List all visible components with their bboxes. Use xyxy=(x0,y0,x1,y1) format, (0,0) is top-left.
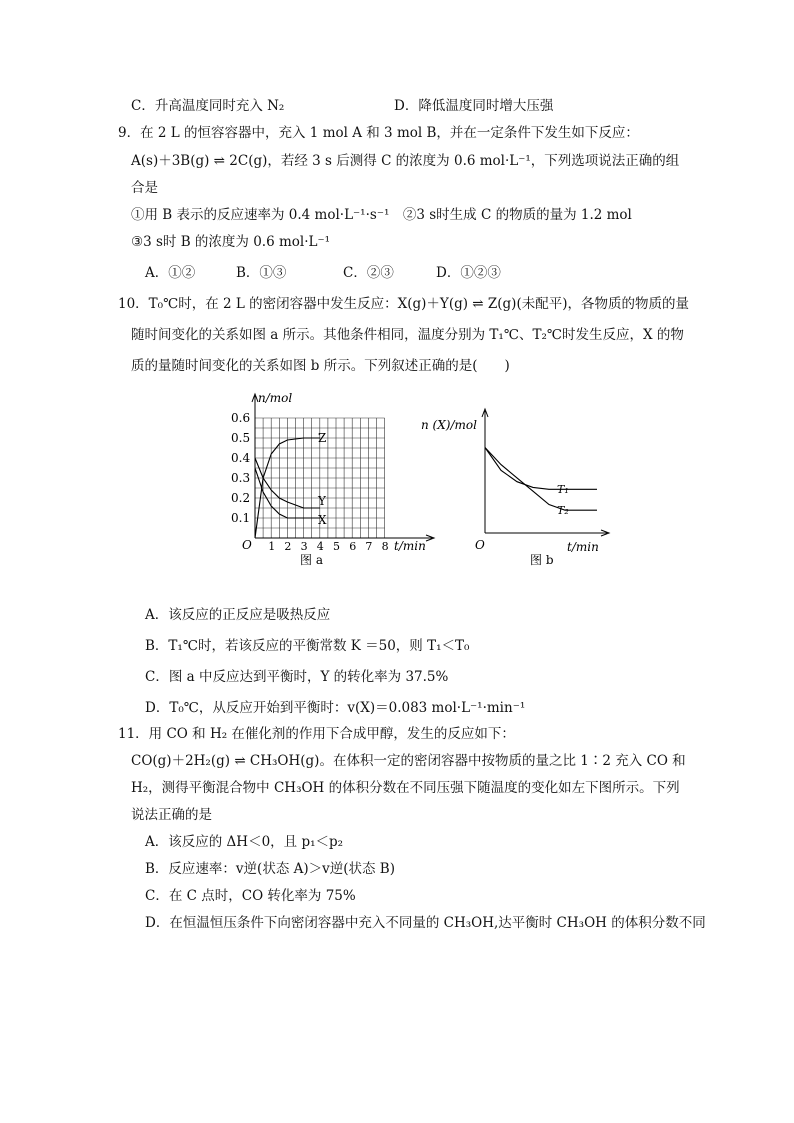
x-tick-label: 2 xyxy=(284,540,292,553)
q10-option-d: D．T₀℃，从反应开始到平衡时：v(X)＝0.083 mol·L⁻¹·min⁻¹ xyxy=(145,700,526,716)
figure-a-x-ticks xyxy=(268,540,388,553)
y-tick-label: 0.5 xyxy=(231,431,251,445)
q10-option-a: A．该反应的正反应是吸热反应 xyxy=(145,607,331,623)
x-tick-label: 5 xyxy=(333,540,340,553)
y-tick-label: 0.1 xyxy=(231,511,251,525)
q10-line-2: 随时间变化的关系如图 a 所示。其他条件相同，温度分别为 T₁℃、T₂℃时发生反应，X 的物 xyxy=(131,327,684,343)
q10-line-1: 10．T₀℃时，在 2 L 的密闭容器中发生反应：X(g)＋Y(g) ⇌ Z(g)(未配平)，各物质的物质的量 xyxy=(118,296,689,312)
y-tick-label: 0.4 xyxy=(231,451,251,465)
figure-b-y-axis-label: n (X)/mol xyxy=(421,418,477,432)
figure-b-axes xyxy=(482,409,609,536)
q10-option-c: C．图 a 中反应达到平衡时，Y 的转化率为 37.5% xyxy=(145,669,449,685)
q11-line-1: 11．用 CO 和 H₂ 在催化剂的作用下合成甲醇，发生的反应如下： xyxy=(118,726,515,742)
q11-line-2: CO(g)＋2H₂(g) ⇌ CH₃OH(g)。在体积一定的密闭容器中按物质的量之比 1∶2 充入 CO 和 xyxy=(131,753,686,769)
figure-a-caption: 图 a xyxy=(300,553,323,567)
figure-b-x-axis-label: t/min xyxy=(567,540,599,554)
x-tick-label: 8 xyxy=(381,540,389,553)
q9-line-1: 9．在 2 L 的恒容容器中，充入 1 mol A 和 3 mol B，并在一定条件下发生如下反应： xyxy=(118,125,639,141)
x-tick-label: 4 xyxy=(316,540,324,553)
figure-b-caption: 图 b xyxy=(530,553,554,567)
figure-a-x-axis-label: t/min xyxy=(394,539,426,553)
figure-b-chart xyxy=(415,405,615,570)
curve-label-x: X xyxy=(318,513,327,527)
y-tick-label: 0.2 xyxy=(231,491,251,505)
q8-option-d: D．降低温度同时增大压强 xyxy=(394,98,554,114)
x-tick-label: 7 xyxy=(365,540,373,553)
q9-line-2: A(s)＋3B(g) ⇌ 2C(g)，若经 3 s 后测得 C 的浓度为 0.6 mol·L⁻¹，下列选项说法正确的组 xyxy=(131,153,680,169)
figure-a-chart xyxy=(228,390,438,570)
q9-option-b: B．①③ xyxy=(236,265,287,281)
x-tick-label: 6 xyxy=(349,540,357,553)
q9-item-1: ①用 B 表示的反应速率为 0.4 mol·L⁻¹·s⁻¹ ②3 s时生成 C 的物质的量为 1.2 mol xyxy=(131,207,632,223)
x-tick-label: 1 xyxy=(268,540,276,553)
q10-line-3: 质的量随时间变化的关系如图 b 所示。下列叙述正确的是( ) xyxy=(131,358,510,374)
q9-option-c: C．②③ xyxy=(343,265,394,281)
series-t2-line xyxy=(485,448,597,511)
figure-a-origin: O xyxy=(242,538,252,552)
y-tick-label: 0.3 xyxy=(231,471,251,485)
q9-line-3: 合是 xyxy=(131,180,158,196)
q11-line-3: H₂，测得平衡混合物中 CH₃OH 的体积分数在不同压强下随温度的变化如左下图所示。下列 xyxy=(131,780,680,796)
curve-label-y: Y xyxy=(318,494,326,508)
q9-item-2: ③3 s时 B 的浓度为 0.6 mol·L⁻¹ xyxy=(131,234,331,250)
x-tick-label: 3 xyxy=(300,540,308,553)
q8-option-c: C．升高温度同时充入 N₂ xyxy=(131,98,285,114)
q11-option-a: A．该反应的 ΔH＜0，且 p₁＜p₂ xyxy=(145,834,344,850)
q10-option-b: B．T₁℃时，若该反应的平衡常数 K ＝50，则 T₁＜T₀ xyxy=(145,638,470,654)
curve-label-t2: T₂ xyxy=(557,504,569,517)
figure-a-y-axis-label: n/mol xyxy=(258,391,293,405)
curve-label-t1: T₁ xyxy=(557,483,569,496)
figure-a-y-ticks xyxy=(231,411,250,525)
q11-option-d: D．在恒温恒压条件下向密闭容器中充入不同量的 CH₃OH,达平衡时 CH₃OH 的体积分数不同 xyxy=(145,915,706,931)
q11-option-b: B．反应速率：v逆(状态 A)＞v逆(状态 B) xyxy=(145,861,395,877)
q11-line-4: 说法正确的是 xyxy=(131,807,212,823)
q9-option-d: D．①②③ xyxy=(436,265,501,281)
q11-option-c: C．在 C 点时，CO 转化率为 75% xyxy=(145,888,356,904)
figure-b-curves xyxy=(485,448,597,511)
y-tick-label: 0.6 xyxy=(231,411,251,425)
curve-label-z: Z xyxy=(318,431,327,445)
series-t1-line xyxy=(485,448,597,490)
q9-option-a: A．①② xyxy=(145,265,196,281)
figure-b-origin: O xyxy=(475,538,485,552)
